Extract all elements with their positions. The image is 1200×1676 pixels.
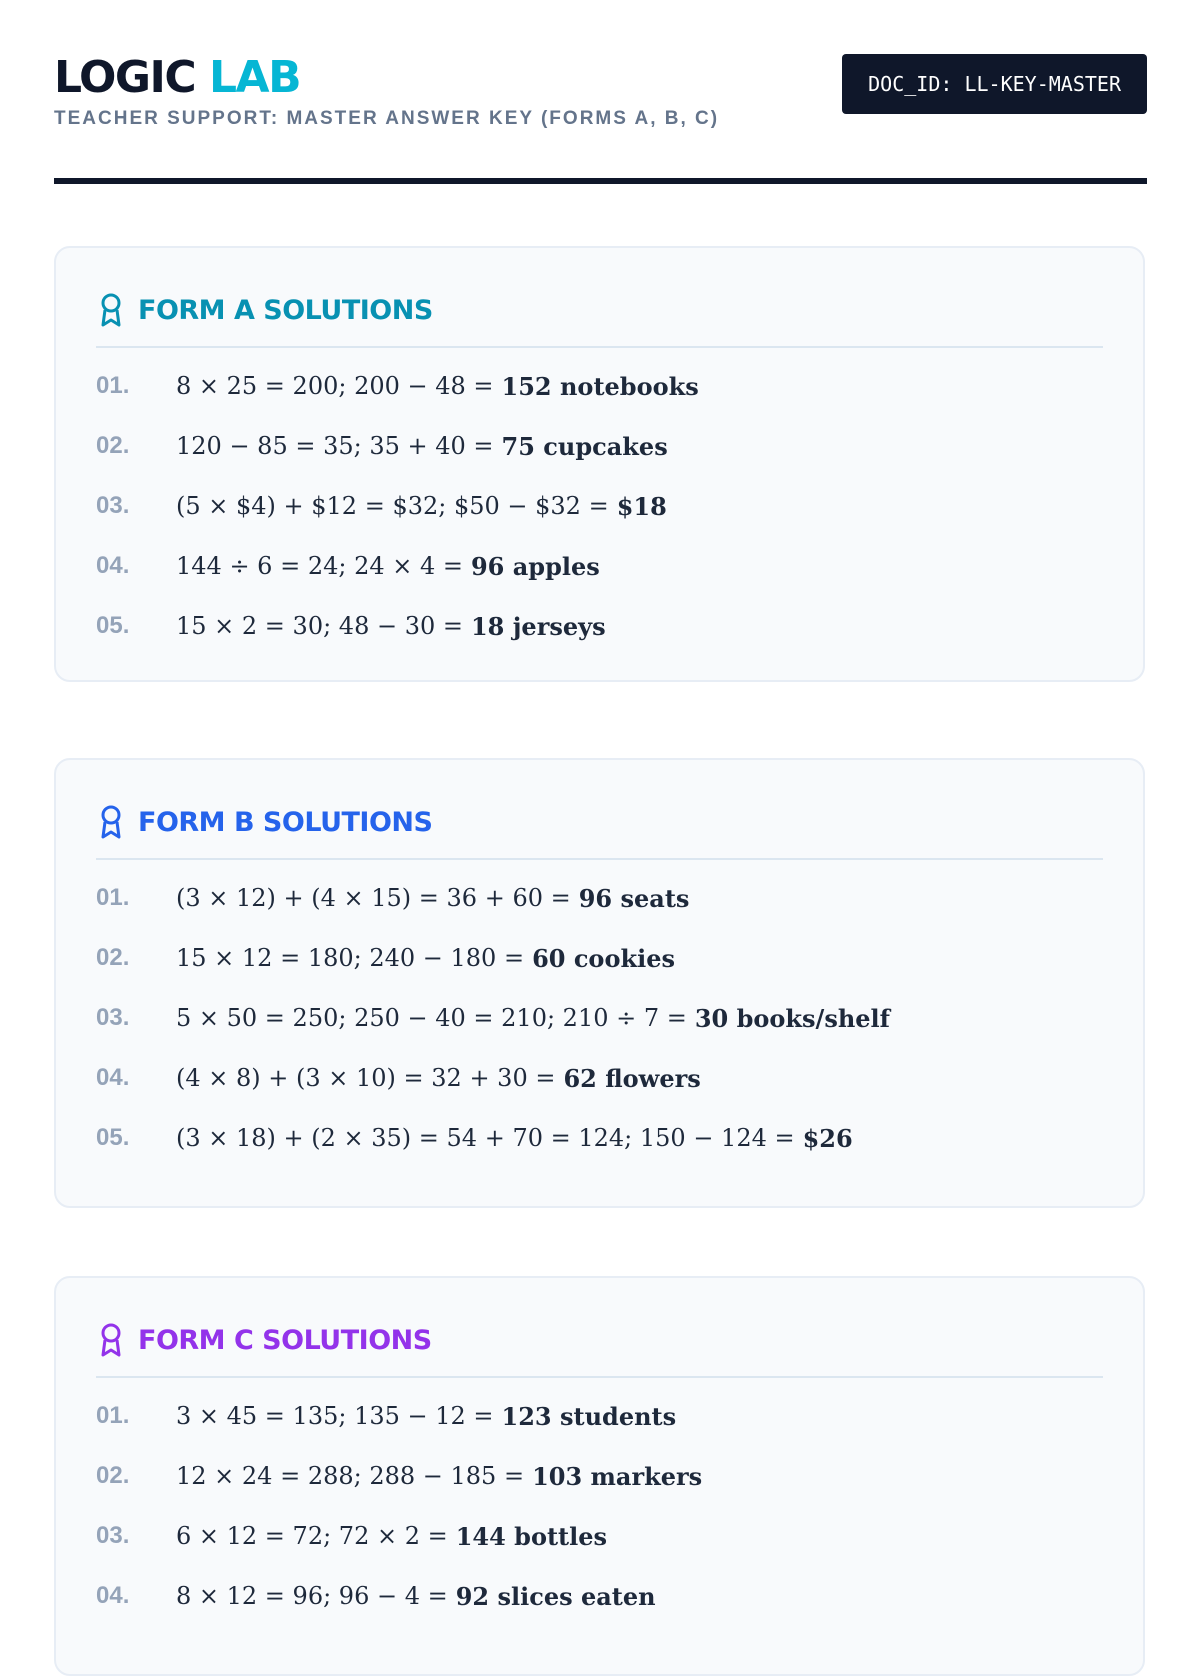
solution-answer: 30 books/shelf xyxy=(694,1003,890,1033)
solution-work: 8 × 12 = 96; 96 − 4 = xyxy=(176,1582,448,1610)
problem-number: 03. xyxy=(96,492,130,519)
solution-answer: $26 xyxy=(802,1123,853,1153)
solution-work: (4 × 8) + (3 × 10) = 32 + 30 = xyxy=(176,1064,556,1092)
solution-work: 12 × 24 = 288; 288 − 185 = xyxy=(176,1462,525,1490)
solution-work: 120 − 85 = 35; 35 + 40 = xyxy=(176,432,494,460)
doc-id-badge: DOC_ID: LL-KEY-MASTER xyxy=(842,54,1147,114)
solution-row xyxy=(96,356,1103,416)
solution-work: (5 × $4) + $12 = $32; $50 − $32 = xyxy=(176,492,609,520)
solution-row xyxy=(96,928,1103,988)
form-b-header xyxy=(96,760,1103,860)
solution-answer: 123 students xyxy=(501,1401,677,1431)
solution-answer: 92 slices eaten xyxy=(455,1581,656,1611)
form-a-header xyxy=(96,248,1103,348)
form-a-card xyxy=(54,246,1145,682)
solution-row xyxy=(96,868,1103,928)
solution-row xyxy=(96,1566,1103,1626)
solution-row xyxy=(96,476,1103,536)
solution-row xyxy=(96,988,1103,1048)
problem-number: 03. xyxy=(96,1522,130,1549)
problem-number: 04. xyxy=(96,1064,130,1091)
solution-row xyxy=(96,1048,1103,1108)
form-c-title: FORM C SOLUTIONS xyxy=(138,1324,432,1356)
solution-row xyxy=(96,1446,1103,1506)
solution-row xyxy=(96,1506,1103,1566)
solution-work: 3 × 45 = 135; 135 − 12 = xyxy=(176,1402,494,1430)
solution-row xyxy=(96,416,1103,476)
problem-number: 05. xyxy=(96,612,130,639)
problem-number: 01. xyxy=(96,1402,130,1429)
ribbon-award-icon xyxy=(96,292,126,328)
ribbon-award-icon xyxy=(96,1322,126,1358)
solution-answer: $18 xyxy=(616,491,667,521)
problem-number: 01. xyxy=(96,884,130,911)
header-divider xyxy=(54,178,1147,184)
solution-row xyxy=(96,1108,1103,1168)
problem-number: 02. xyxy=(96,1462,130,1489)
solution-work: 15 × 12 = 180; 240 − 180 = xyxy=(176,944,525,972)
solution-work: 144 ÷ 6 = 24; 24 × 4 = xyxy=(176,552,463,580)
form-c-card xyxy=(54,1276,1145,1676)
solution-answer: 18 jerseys xyxy=(470,611,606,641)
problem-number: 04. xyxy=(96,552,130,579)
problem-number: 02. xyxy=(96,432,130,459)
form-c-header xyxy=(96,1278,1103,1378)
solution-work: 15 × 2 = 30; 48 − 30 = xyxy=(176,612,463,640)
solution-answer: 62 flowers xyxy=(563,1063,701,1093)
solution-work: 6 × 12 = 72; 72 × 2 = xyxy=(176,1522,448,1550)
solution-answer: 96 apples xyxy=(470,551,600,581)
solution-row xyxy=(96,536,1103,596)
solution-answer: 96 seats xyxy=(578,883,690,913)
solution-row xyxy=(96,1386,1103,1446)
solution-answer: 60 cookies xyxy=(532,943,675,973)
logo-text-lab: LAB xyxy=(208,52,301,103)
logo-text-logic: LOGIC xyxy=(54,52,196,103)
solution-answer: 103 markers xyxy=(532,1461,703,1491)
ribbon-award-icon xyxy=(96,804,126,840)
problem-number: 03. xyxy=(96,1004,130,1031)
form-b-title: FORM B SOLUTIONS xyxy=(138,806,433,838)
form-b-card xyxy=(54,758,1145,1208)
page-header xyxy=(54,52,1147,184)
solution-answer: 75 cupcakes xyxy=(501,431,668,461)
solution-work: 5 × 50 = 250; 250 − 40 = 210; 210 ÷ 7 = xyxy=(176,1004,687,1032)
problem-number: 04. xyxy=(96,1582,130,1609)
problem-number: 01. xyxy=(96,372,130,399)
solution-work: 8 × 25 = 200; 200 − 48 = xyxy=(176,372,494,400)
form-a-title: FORM A SOLUTIONS xyxy=(138,294,433,326)
solution-work: (3 × 18) + (2 × 35) = 54 + 70 = 124; 150 − 124 = xyxy=(176,1124,795,1152)
solution-answer: 144 bottles xyxy=(455,1521,608,1551)
document-subtitle: TEACHER SUPPORT: MASTER ANSWER KEY (FORMS A, B, C) xyxy=(54,108,720,129)
solution-row xyxy=(96,596,1103,656)
solution-work: (3 × 12) + (4 × 15) = 36 + 60 = xyxy=(176,884,571,912)
problem-number: 05. xyxy=(96,1124,130,1151)
solution-answer: 152 notebooks xyxy=(501,371,699,401)
problem-number: 02. xyxy=(96,944,130,971)
